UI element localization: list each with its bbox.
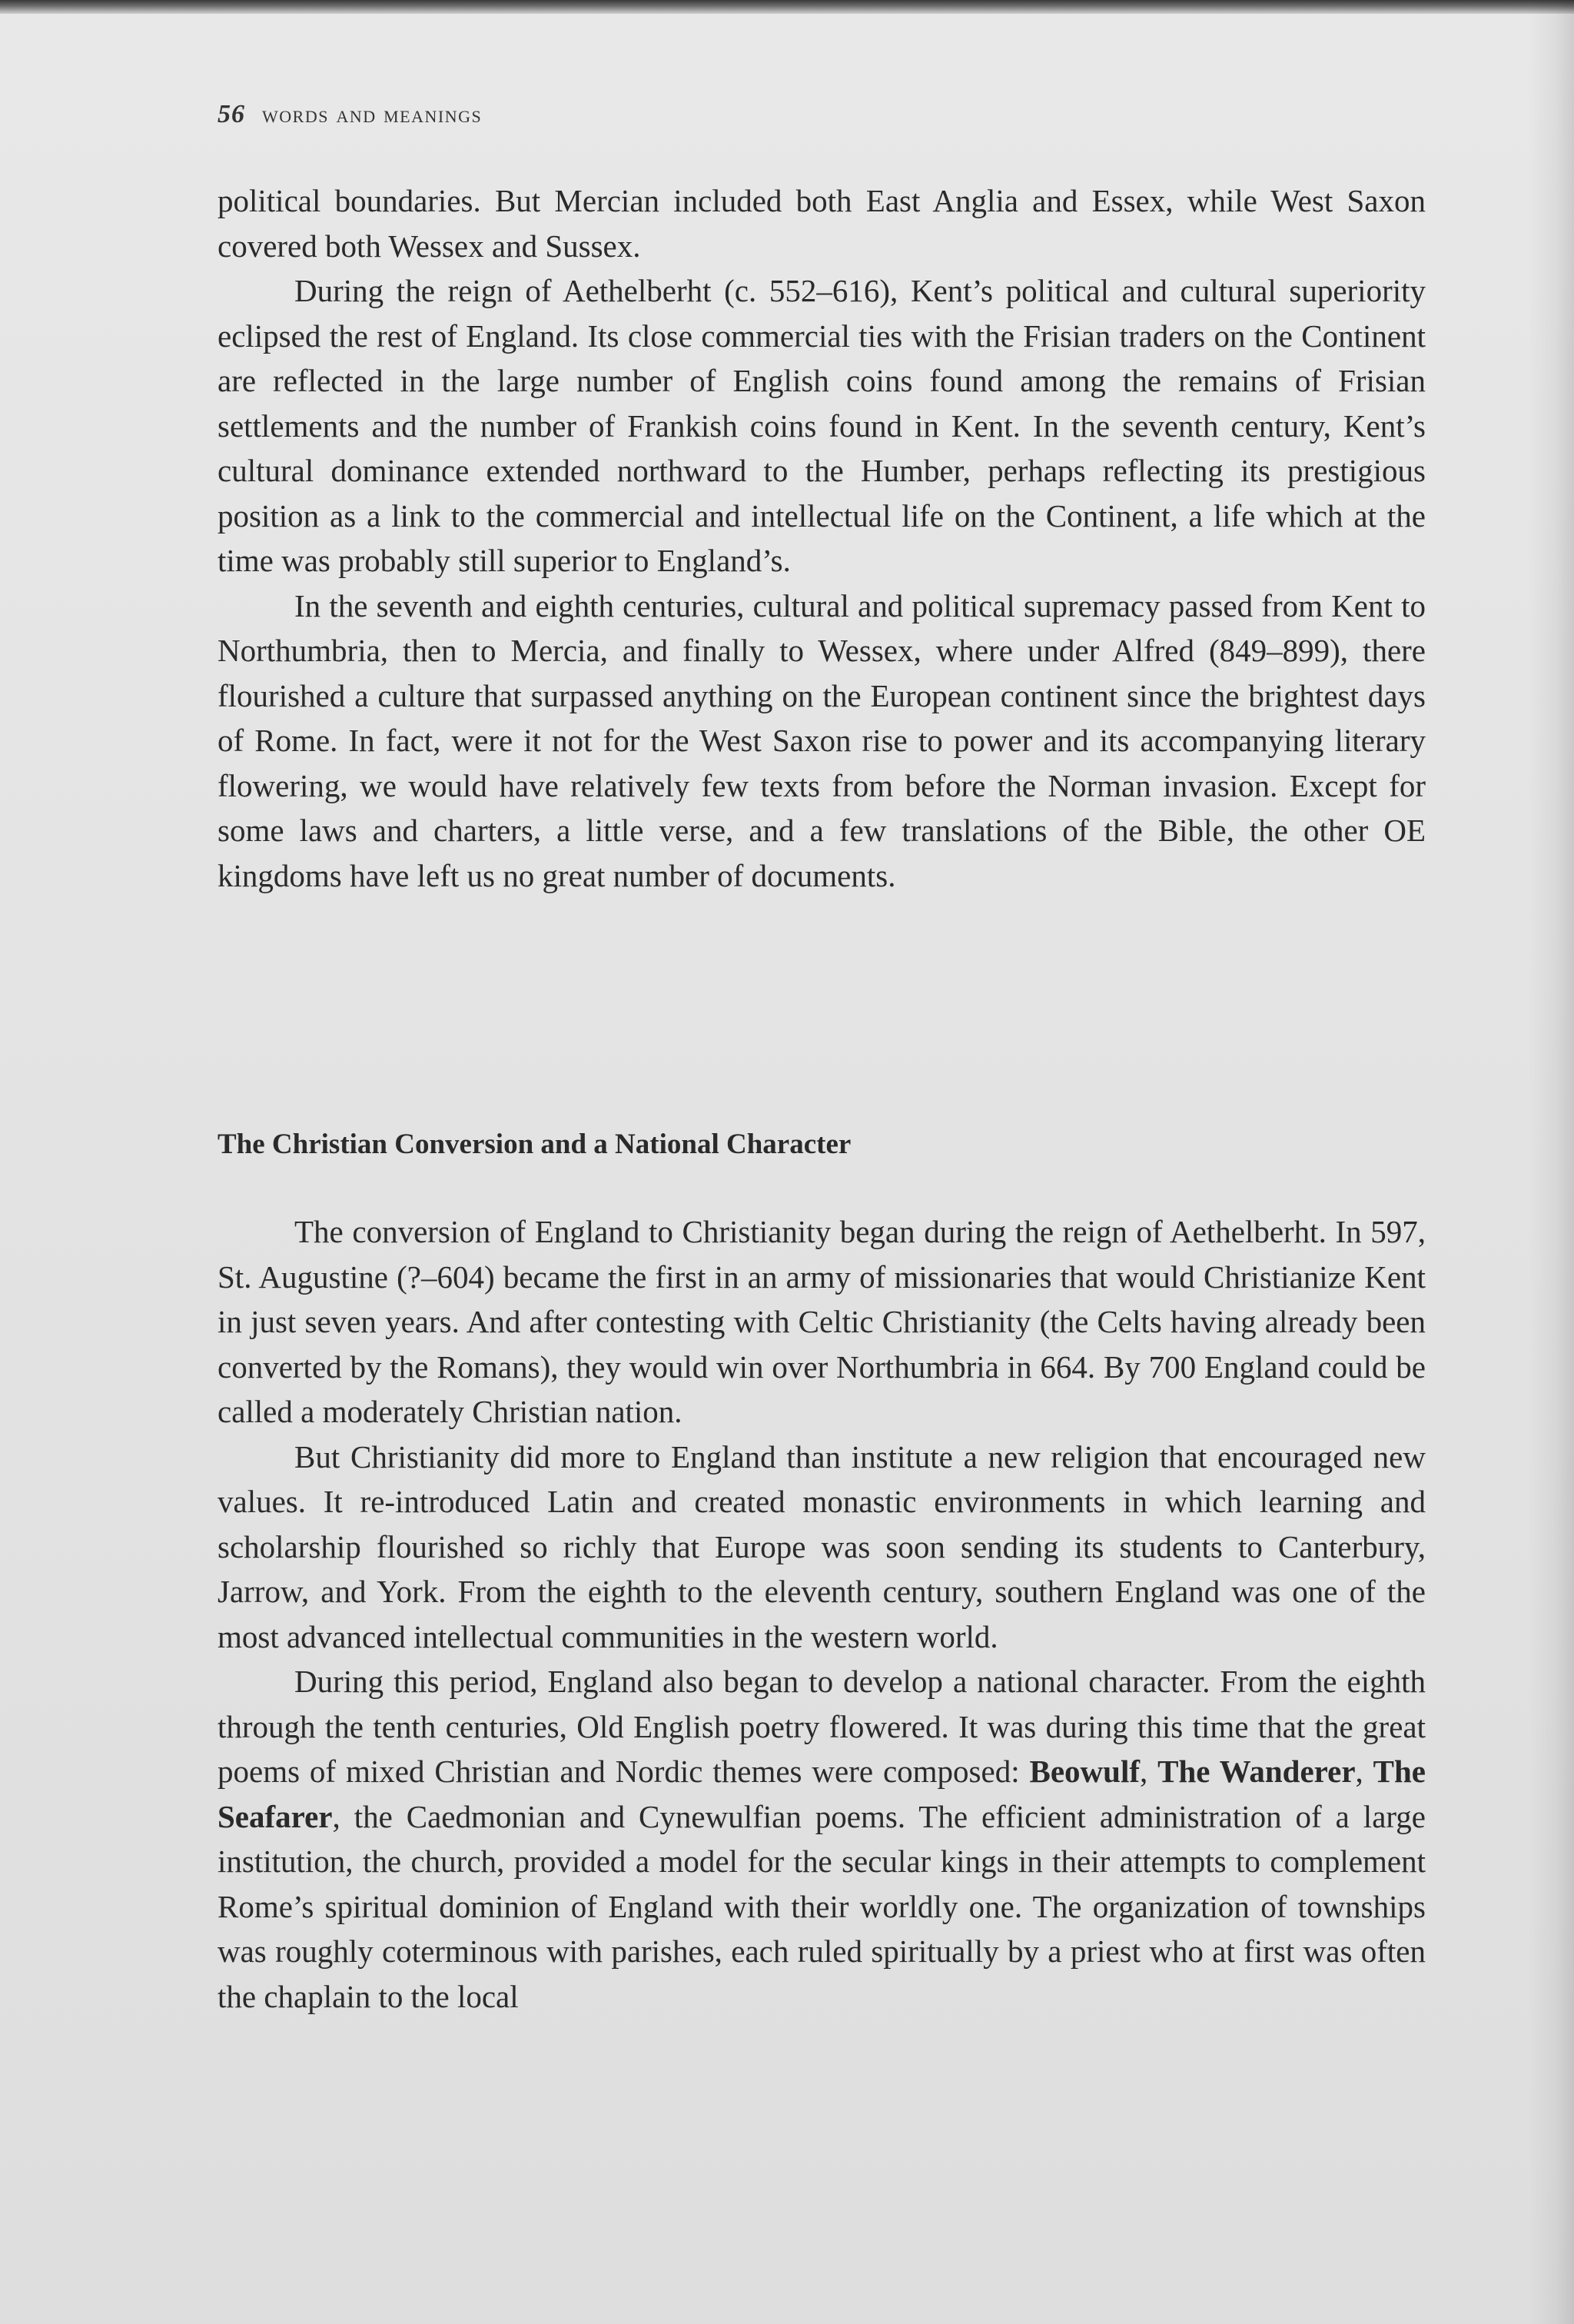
body-text-bottom bbox=[218, 1209, 1426, 2019]
paragraph: In the seventh and eighth centuries, cultural and political supremacy passed from Kent to Northumbria, then to Mercia, and finally to Wessex, where under Alfred (849–899), there flourished a culture that surpassed anything on the European continent since the brightest days of Rome. In fact, were it not for the West Saxon rise to power and its accompanying literary flowering, we would have relatively few texts from before the Norman invasion. Except for some laws and charters, a little verse, and a few translations of the Bible, the other OE kingdoms have left us no great number of documents. bbox=[218, 587, 1426, 893]
running-head-title: words and meanings bbox=[262, 100, 483, 128]
paragraph-continued: political boundaries. But Mercian included both East Anglia and Essex, while West Saxon covered both Wessex and Sussex. bbox=[218, 183, 1426, 264]
work-title: The Seafarer bbox=[218, 1754, 1426, 1834]
text-run: During this period, England also began to develop a national character. From the eighth through the tenth centuries, Old English poetry flowered. It was during this time that the great poems of mixed Christian and Nordic themes were composed: bbox=[218, 1664, 1426, 1789]
work-title: Beowulf bbox=[1029, 1754, 1140, 1789]
paragraph: The conversion of England to Christianity began during the reign of Aethelberht. In 597, St. Augustine (?–604) became the first in an army of missionaries that would Christianize Kent in just seven years. And after contesting with Celtic Christianity (the Celts having already been converted by the Romans), they would win over Northumbria in 664. By 700 England could be called a moderately Christian nation. bbox=[218, 1214, 1426, 1429]
page-number: 56 bbox=[218, 100, 245, 128]
work-title: The Wanderer bbox=[1157, 1754, 1356, 1789]
paragraph-with-titles bbox=[218, 1659, 1426, 2019]
section-heading: The Christian Conversion and a National Character bbox=[218, 1129, 852, 1160]
paragraph: During the reign of Aethelberht (c. 552–616), Kent’s political and cultural superiority eclipsed the rest of England. Its close commercial ties with the Frisian traders on the Continent are reflected in the large number of English coins found among the remains of Frisian settlements and the number of Frankish coins found in Kent. In the seventh century, Kent’s cultural dominance extended northward to the Humber, perhaps reflecting its prestigious position as a link to the commercial and intellectual life on the Continent, a life which at the time was probably still superior to England’s. bbox=[218, 273, 1426, 578]
body-text-top bbox=[218, 178, 1426, 898]
text-run: , bbox=[1355, 1754, 1373, 1789]
running-head bbox=[218, 100, 482, 129]
page-right-shadow bbox=[1528, 0, 1574, 2324]
page-top-edge bbox=[0, 0, 1574, 14]
text-run: , the Caedmonian and Cynewulfian poems. The efficient administration of a large institution, the church, provided a model for the secular kings in their attempts to complement Rome’s spiritual dominion of England with their worldly one. The organization of townships was roughly coterminous with parishes, each ruled spiritually by a priest who at first was often the chaplain to the local bbox=[218, 1798, 1426, 2014]
paragraph: But Christianity did more to England than institute a new religion that encouraged new values. It re-introduced Latin and created monastic environments in which learning and scholarship flourished so richly that Europe was soon sending its students to Canterbury, Jarrow, and York. From the eighth to the eleventh century, southern England was one of the most advanced intellectual communities in the western world. bbox=[218, 1438, 1426, 1654]
text-run: , bbox=[1139, 1754, 1158, 1789]
